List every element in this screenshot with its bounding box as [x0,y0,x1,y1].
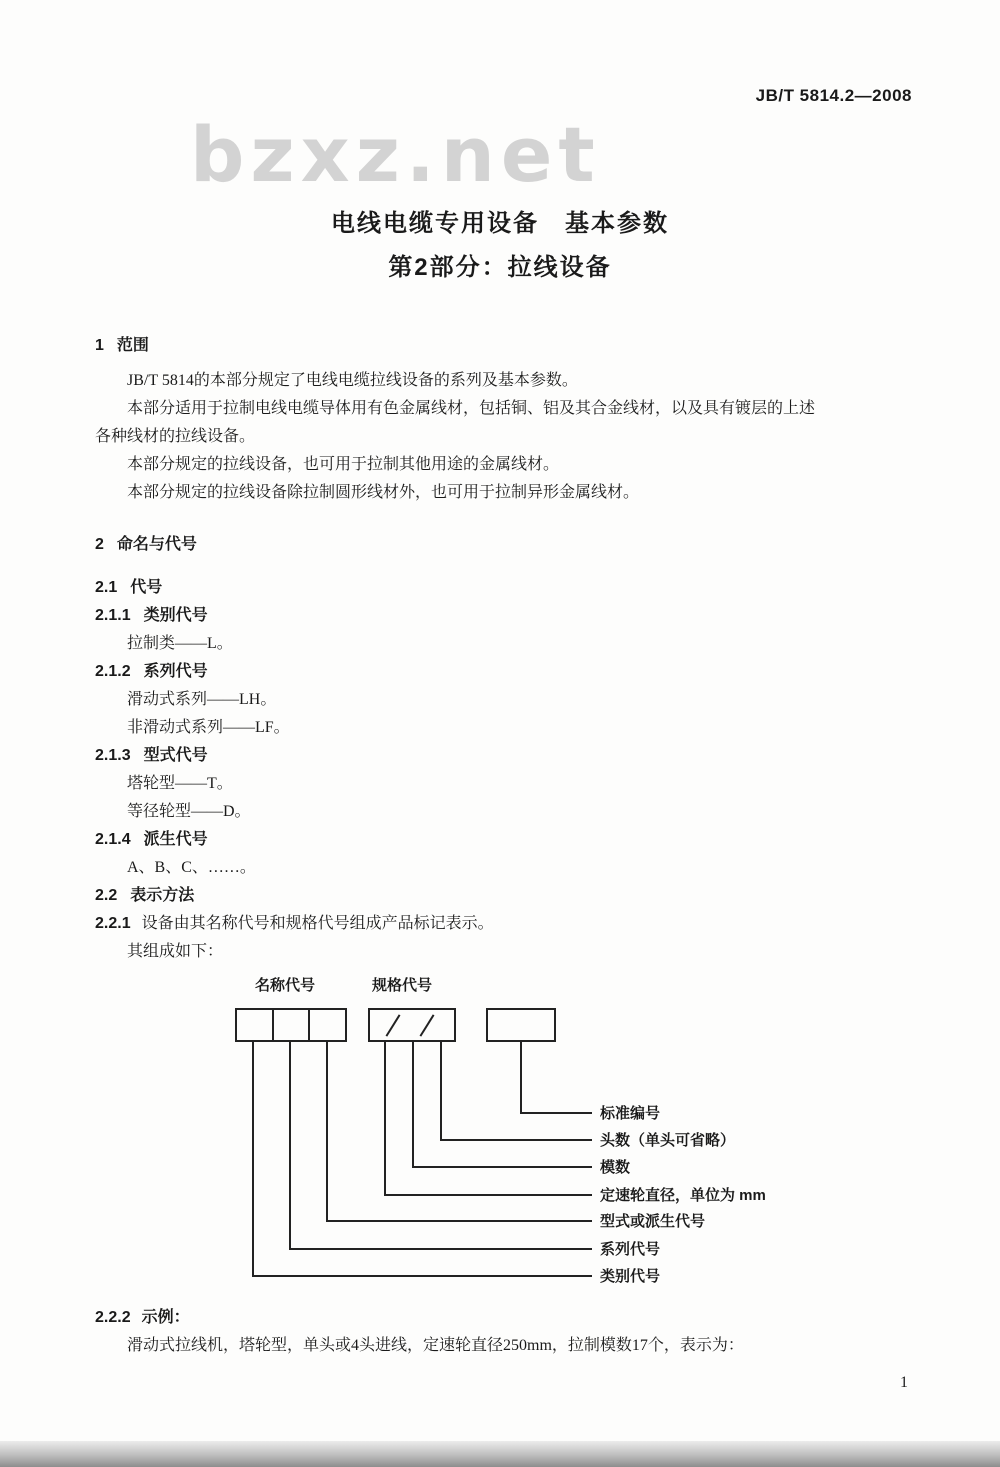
section-heading-type-code [95,742,907,770]
section-number: 2.2 [95,887,118,904]
section-number: 2.1.1 [95,607,131,624]
section-title: 派生代号 [143,831,208,848]
paragraph: 滑动式拉线机，塔轮型，单头或4头进线，定速轮直径250mm，拉制模数17个，表示为： [127,1337,744,1354]
paragraph: A、B、C、……。 [127,859,256,876]
section-number: 2.1.2 [95,663,131,680]
spec-code-box [368,1008,456,1042]
section-title: 型式代号 [143,747,208,764]
callout-label-standard-number: 标准编号 [600,1105,661,1122]
paragraph-continuation: 各种线材的拉线设备。 [95,428,256,445]
section-title: 系列代号 [143,663,208,680]
section-heading-derived-code [95,826,907,854]
callout-label-capstan-diameter: 定速轮直径，单位为 mm [600,1187,766,1204]
document-subtitle: 第2部分：拉线设备 [388,254,612,281]
callout-label-category-code: 类别代号 [600,1268,661,1285]
section-title: 范围 [116,337,149,354]
name-code-label: 名称代号 [255,977,316,994]
standard-number-box [486,1008,556,1042]
name-code-cell [274,1010,311,1040]
section-number: 2.1.4 [95,831,131,848]
designation-structure-diagram [95,966,907,1296]
section-number: 2.2.2 [95,1309,131,1326]
name-code-boxes [235,1008,347,1042]
section-number: 2.1.3 [95,747,131,764]
section-text: 设备由其名称代号和规格代号组成产品标记表示。 [141,915,494,932]
name-code-cell [310,1010,345,1040]
paragraph: 等径轮型——D。 [127,803,251,820]
section-title: 命名与代号 [116,536,197,553]
section-heading-series-code [95,658,907,686]
section-heading-category-code [95,602,907,630]
callout-line [252,1042,592,1277]
spec-code-label: 规格代号 [372,977,433,994]
section-text: 示例： [141,1309,190,1326]
paragraph: 滑动式系列——LH。 [127,691,277,708]
section-number: 2 [95,536,104,553]
section-heading-representation [95,882,907,910]
paragraph: 本部分适用于拉制电线电缆导体用有色金属线材，包括铜、铝及其合金线材，以及具有镀层的上述 [127,400,816,417]
section-number: 2.1 [95,579,118,596]
paragraph: 拉制类——L。 [127,635,233,652]
slash-mark [386,1014,401,1036]
section-title: 代号 [130,579,163,596]
paragraph: 本部分规定的拉线设备，也可用于拉制其他用途的金属线材。 [127,456,560,473]
document-body [95,332,907,1360]
slash-mark [420,1014,435,1036]
name-code-cell [237,1010,274,1040]
callout-label-series-code: 系列代号 [600,1241,661,1258]
section-number: 2.2.1 [95,915,131,932]
section-222 [95,1304,907,1332]
section-heading-scope [95,332,907,360]
paragraph: 非滑动式系列——LF。 [127,719,290,736]
document-title: 电线电缆专用设备 基本参数 [331,210,669,237]
callout-label-type-or-derived-code: 型式或派生代号 [600,1213,706,1230]
callout-label-head-count: 头数（单头可省略） [600,1132,736,1149]
page-number: 1 [900,1374,908,1391]
scan-edge-artifact [0,1441,1000,1467]
paragraph: 其组成如下： [127,943,224,960]
section-221 [95,910,907,938]
section-title: 表示方法 [130,887,195,904]
paragraph: 塔轮型——T。 [127,775,233,792]
section-heading-naming [95,531,907,559]
section-number: 1 [95,337,104,354]
callout-label-die-count: 模数 [600,1159,631,1176]
section-title: 类别代号 [143,607,208,624]
watermark-text: bzxz.net [190,110,601,199]
standard-number: JB/T 5814.2—2008 [755,86,912,105]
section-heading-codes [95,574,907,602]
paragraph: JB/T 5814的本部分规定了电线电缆拉线设备的系列及基本参数。 [127,372,578,389]
paragraph: 本部分规定的拉线设备除拉制圆形线材外，也可用于拉制异形金属线材。 [127,484,640,501]
